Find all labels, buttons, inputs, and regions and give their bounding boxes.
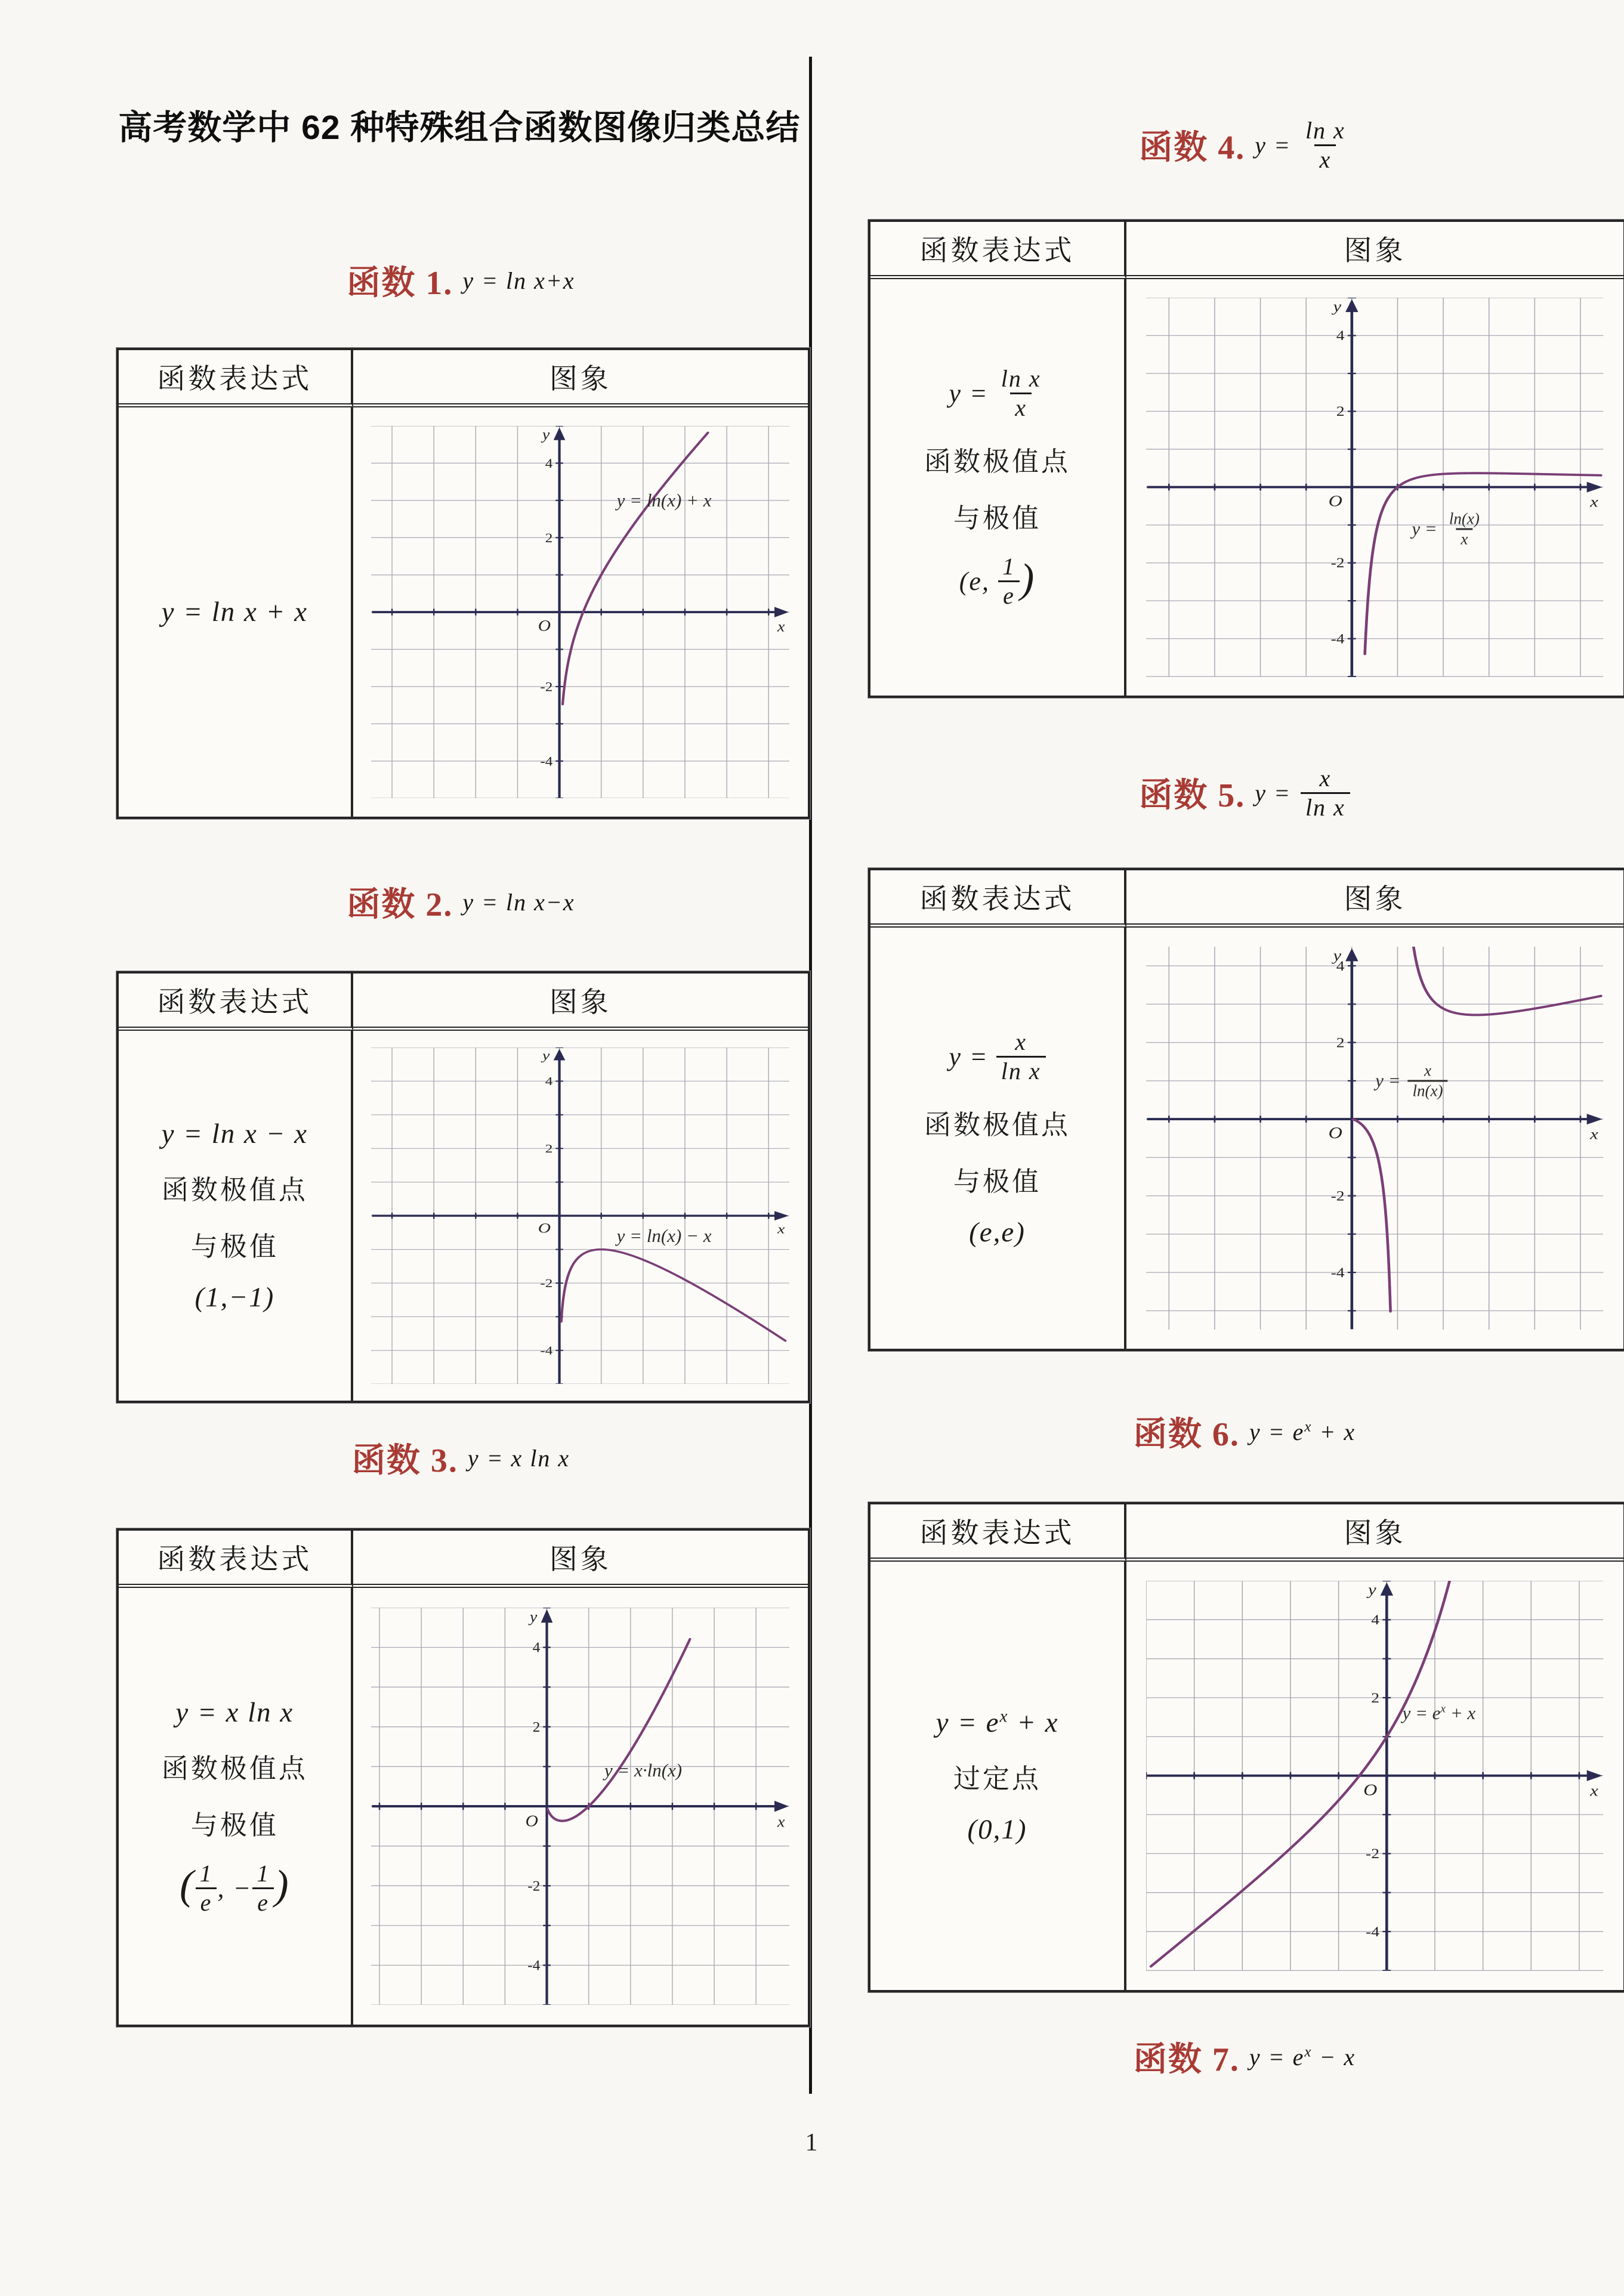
col-header-expression: 函数表达式	[119, 974, 353, 1031]
function-expression: y = x ln x	[175, 1696, 294, 1728]
right-column	[868, 0, 1621, 2296]
svg-text:2: 2	[1371, 1690, 1380, 1706]
svg-text:2: 2	[1336, 404, 1345, 419]
section-6-heading	[868, 1408, 1621, 1456]
section-3-formula: y = x ln x	[467, 1444, 570, 1472]
extremum-label-1: 函数极值点	[161, 1175, 308, 1205]
plot-area	[1146, 1581, 1603, 1970]
function-expression: y = ln x + x	[161, 597, 308, 628]
svg-text:-2: -2	[527, 1878, 541, 1895]
svg-text:2: 2	[545, 530, 553, 546]
curve-label: y = $\frac{x}{\ln(x)}$	[1375, 1061, 1447, 1100]
section-2-number: 函数 2.	[347, 886, 453, 923]
section-5-formula-eq: y =	[1255, 779, 1291, 806]
extremum-point: ( $\frac{1}{e}$ , − $\frac{1}{e}$ )	[180, 1859, 290, 1916]
svg-text:O: O	[538, 617, 551, 635]
extremum-label-2: 与极值	[190, 1810, 279, 1840]
svg-text:x: x	[1590, 494, 1599, 511]
fixed-point-label: 过定点	[953, 1763, 1042, 1794]
section-5-formula-frac: $\frac{x}{\text{ln x}}$	[1301, 765, 1350, 821]
section-5-heading	[868, 742, 1621, 843]
svg-text:4: 4	[545, 456, 553, 471]
fixed-point: (0,1)	[967, 1813, 1027, 1845]
plot-area	[1146, 947, 1603, 1330]
graph-cell	[353, 1031, 808, 1401]
extremum-point: (1,−1)	[194, 1282, 275, 1313]
section-1-formula: y = ln x+x	[462, 267, 575, 294]
document-title: 高考数学中 62 种特殊组合函数图像归类总结	[118, 109, 801, 147]
svg-text:-2: -2	[1330, 1188, 1345, 1204]
table-1	[116, 348, 810, 819]
svg-text:y: y	[542, 1047, 550, 1063]
section-7-number: 函数 7.	[1133, 2041, 1240, 2078]
col-header-expression: 函数表达式	[870, 870, 1126, 928]
col-header-graph: 图象	[1126, 1504, 1623, 1562]
section-6-formula: $y = e^x + x$	[1249, 1418, 1356, 1445]
graph-x-over-ln-x	[1146, 947, 1603, 1330]
graph-ln-x-over-x	[1146, 298, 1603, 676]
svg-text:2: 2	[532, 1719, 541, 1735]
graph-cell	[353, 1588, 808, 2025]
graph-cell	[1126, 279, 1623, 696]
section-6-number: 函数 6.	[1133, 1416, 1240, 1453]
graph-exp-x-plus-x	[1146, 1581, 1603, 1970]
svg-text:4: 4	[545, 1074, 553, 1088]
expression-cell	[119, 407, 353, 817]
col-header-expression: 函数表达式	[119, 350, 353, 407]
section-7-formula: $y = e^x - x$	[1249, 2043, 1356, 2071]
table-5	[868, 868, 1624, 1351]
expression-cell	[870, 928, 1126, 1349]
svg-text:O: O	[1329, 1124, 1343, 1142]
section-1-heading	[116, 257, 805, 304]
graph-ln-x-minus-x	[371, 1047, 789, 1384]
graph-x-ln-x	[371, 1608, 789, 2005]
section-3-number: 函数 3.	[351, 1442, 458, 1479]
function-expression: $y = e^x + x$	[936, 1706, 1059, 1738]
svg-text:x: x	[777, 1220, 785, 1237]
col-header-expression: 函数表达式	[119, 1531, 353, 1588]
extremum-label-2: 与极值	[953, 503, 1042, 533]
section-2-heading	[116, 878, 805, 926]
table-6	[868, 1502, 1624, 1992]
svg-text:-4: -4	[540, 1343, 553, 1357]
graph-cell	[1126, 1562, 1623, 1990]
svg-text:4: 4	[1336, 328, 1345, 344]
svg-text:-4: -4	[540, 754, 553, 769]
svg-text:4: 4	[1371, 1612, 1380, 1628]
col-header-graph: 图象	[353, 350, 808, 407]
expression-cell	[870, 1562, 1126, 1990]
svg-text:2: 2	[545, 1142, 553, 1155]
svg-text:2: 2	[1336, 1034, 1345, 1050]
section-7-heading	[868, 2033, 1621, 2081]
function-expression: y = $\frac{x}{\text{ln x}}$	[949, 1028, 1045, 1085]
table-2	[116, 971, 810, 1403]
plot-area	[1146, 298, 1603, 676]
svg-text:x: x	[777, 1813, 785, 1831]
plot-area	[371, 1047, 789, 1384]
svg-text:-4: -4	[527, 1957, 541, 1974]
extremum-label-1: 函数极值点	[924, 447, 1071, 477]
col-header-graph: 图象	[1126, 870, 1623, 928]
extremum-label-1: 函数极值点	[161, 1753, 308, 1784]
table-4	[868, 220, 1624, 698]
svg-text:y: y	[1333, 947, 1342, 965]
svg-text:-2: -2	[540, 1276, 553, 1290]
curve-label: y = $\frac{\ln(x)}{x}$	[1412, 509, 1480, 548]
curve-label: y = x·ln(x)	[604, 1760, 683, 1781]
svg-text:y: y	[1368, 1581, 1376, 1599]
svg-text:O: O	[525, 1811, 539, 1831]
section-3-heading	[116, 1434, 805, 1482]
section-4-heading	[868, 94, 1621, 196]
svg-text:y: y	[1333, 298, 1342, 316]
extremum-label-2: 与极值	[953, 1166, 1042, 1197]
svg-text:-4: -4	[1330, 631, 1345, 647]
col-header-graph: 图象	[1126, 222, 1623, 279]
svg-text:4: 4	[532, 1640, 541, 1656]
section-5-number: 函数 5.	[1139, 777, 1246, 814]
expression-cell	[119, 1031, 353, 1401]
plot-area	[371, 1608, 789, 2005]
plot-area	[371, 426, 789, 798]
section-1-number: 函数 1.	[347, 265, 453, 302]
table-3	[116, 1528, 810, 2027]
svg-text:y: y	[530, 1608, 538, 1626]
page-number: 1	[805, 2129, 818, 2156]
left-column	[116, 0, 805, 2296]
extremum-point: (e,e)	[969, 1216, 1026, 1248]
section-4-number: 函数 4.	[1139, 129, 1246, 166]
function-expression: y = ln x − x	[161, 1118, 308, 1149]
curve-label: y = ln(x) + x	[616, 489, 712, 511]
svg-text:x: x	[1590, 1126, 1599, 1143]
expression-cell	[119, 1588, 353, 2025]
curve-label: y = ln(x) − x	[616, 1225, 712, 1246]
section-4-formula-frac: $\frac{\text{ln x}}{x}$	[1305, 116, 1345, 173]
svg-text:y: y	[542, 425, 550, 443]
graph-cell	[1126, 928, 1623, 1349]
expression-cell	[870, 279, 1126, 696]
section-4-formula-eq: y =	[1255, 131, 1291, 159]
col-header-expression: 函数表达式	[870, 222, 1126, 279]
col-header-graph: 图象	[353, 974, 808, 1031]
graph-cell	[353, 407, 808, 817]
svg-text:-2: -2	[1330, 555, 1345, 571]
svg-text:-4: -4	[1366, 1924, 1380, 1940]
extremum-label-2: 与极值	[190, 1232, 279, 1262]
svg-text:x: x	[777, 617, 785, 635]
svg-text:O: O	[538, 1219, 551, 1236]
graph-ln-x-plus-x	[371, 426, 789, 798]
extremum-point: (e, $\frac{1}{e}$ )	[959, 553, 1036, 609]
svg-text:O: O	[1329, 493, 1343, 511]
col-header-graph: 图象	[353, 1531, 808, 1588]
svg-text:x: x	[1590, 1782, 1599, 1800]
svg-text:4: 4	[1336, 957, 1345, 974]
svg-text:-4: -4	[1330, 1264, 1345, 1281]
svg-text:-2: -2	[1366, 1846, 1380, 1862]
curve-label: $y = e^x + x$	[1402, 1702, 1476, 1724]
col-header-expression: 函数表达式	[870, 1504, 1126, 1562]
svg-text:-2: -2	[540, 679, 553, 694]
function-expression: y = $\frac{\text{ln x}}{x}$	[949, 365, 1041, 421]
extremum-label-1: 函数极值点	[924, 1110, 1071, 1140]
svg-text:O: O	[1363, 1781, 1378, 1800]
section-2-formula: y = ln x−x	[462, 888, 575, 916]
